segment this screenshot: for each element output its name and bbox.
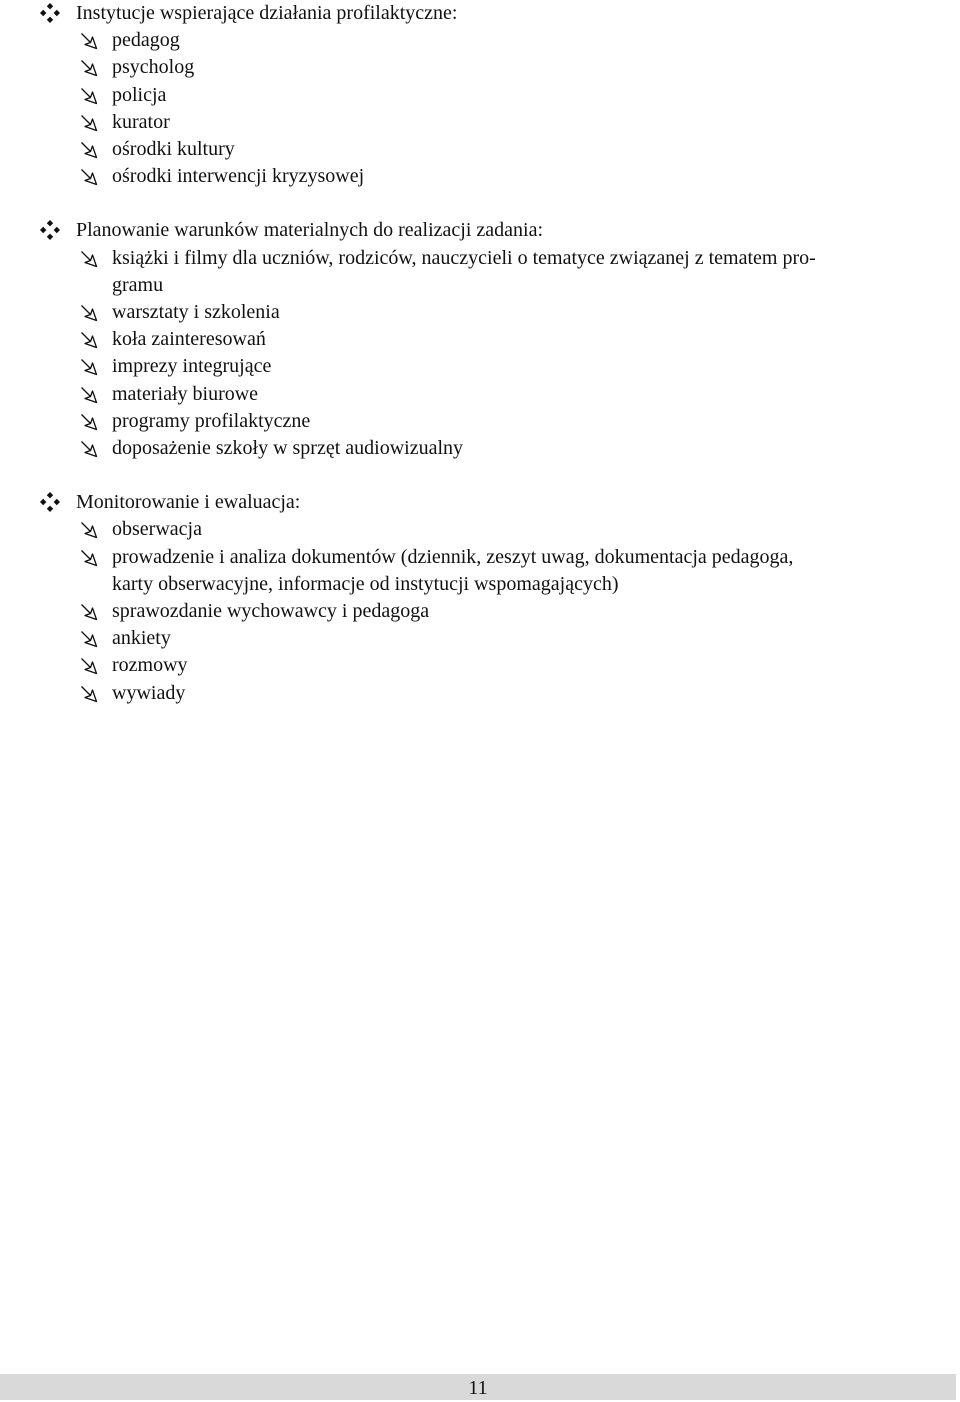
list-item-text: sprawozdanie wychowawcy i pedagoga	[112, 600, 430, 623]
list-item-text: ośrodki interwencji kryzysowej	[112, 165, 365, 188]
hollow-arrow-bullet-icon	[80, 385, 98, 403]
section-heading	[40, 0, 940, 27]
hollow-arrow-bullet-icon	[80, 303, 98, 321]
list-item	[40, 245, 940, 299]
hollow-arrow-bullet-icon	[80, 520, 98, 538]
list-item	[40, 27, 940, 54]
hollow-arrow-bullet-icon	[80, 439, 98, 457]
four-diamond-bullet-icon	[40, 492, 60, 512]
list-item-text: pedagog	[112, 29, 180, 52]
list-item	[40, 299, 940, 326]
section-heading	[40, 489, 940, 516]
list-item	[40, 544, 940, 598]
section-1	[40, 0, 940, 190]
list-item	[40, 136, 940, 163]
section-heading	[40, 217, 940, 244]
four-diamond-bullet-icon	[40, 3, 60, 23]
list-item-text: rozmowy	[112, 654, 188, 677]
list-item	[40, 381, 940, 408]
section-3	[40, 489, 940, 707]
list-item-text: ośrodki kultury	[112, 138, 235, 161]
hollow-arrow-bullet-icon	[80, 167, 98, 185]
list-item	[40, 82, 940, 109]
list-item-text: programy profilaktyczne	[112, 409, 311, 432]
list-item	[40, 109, 940, 136]
four-diamond-bullet-icon	[40, 220, 60, 240]
list-item	[40, 598, 940, 625]
list-item-text: wywiady	[112, 681, 186, 704]
list-item-text: obserwacja	[112, 518, 202, 541]
hollow-arrow-bullet-icon	[80, 113, 98, 131]
hollow-arrow-bullet-icon	[80, 357, 98, 375]
list-item-text: prowadzenie i analiza dokumentów (dziennik, zeszyt uwag, dokumentacja pedagoga, karty obserwacyjne, informacje od instytucji wspomagających)	[112, 545, 794, 595]
list-item-text: materiały biurowe	[112, 382, 259, 405]
hollow-arrow-bullet-icon	[80, 140, 98, 158]
list-item	[40, 652, 940, 679]
hollow-arrow-bullet-icon	[80, 31, 98, 49]
list-item-text: książki i filmy dla uczniów, rodziców, nauczycieli o tematyce związanej z tematem pro- gramu	[112, 246, 816, 296]
list-item	[40, 54, 940, 81]
section-heading-text: Monitorowanie i ewaluacja:	[76, 491, 301, 514]
page-number: 11	[468, 1377, 488, 1399]
list-item-text: kurator	[112, 110, 170, 133]
hollow-arrow-bullet-icon	[80, 656, 98, 674]
list-item-text: warsztaty i szkolenia	[112, 301, 280, 324]
list-item-text: policja	[112, 83, 167, 106]
hollow-arrow-bullet-icon	[80, 602, 98, 620]
hollow-arrow-bullet-icon	[80, 86, 98, 104]
list-item-text: ankiety	[112, 627, 171, 650]
list-item	[40, 326, 940, 353]
section-heading-text: Planowanie warunków materialnych do realizacji zadania:	[76, 219, 544, 242]
list-item	[40, 163, 940, 190]
hollow-arrow-bullet-icon	[80, 330, 98, 348]
list-item	[40, 408, 940, 435]
list-item-text: psycholog	[112, 56, 195, 79]
hollow-arrow-bullet-icon	[80, 548, 98, 566]
list-item	[40, 680, 940, 707]
section-heading-text: Instytucje wspierające działania profilaktyczne:	[76, 2, 458, 24]
hollow-arrow-bullet-icon	[80, 629, 98, 647]
section-2	[40, 217, 940, 462]
hollow-arrow-bullet-icon	[80, 249, 98, 267]
list-item	[40, 353, 940, 380]
list-item	[40, 516, 940, 543]
hollow-arrow-bullet-icon	[80, 58, 98, 76]
document-body	[40, 0, 940, 734]
hollow-arrow-bullet-icon	[80, 684, 98, 702]
list-item-text: koła zainteresowań	[112, 328, 266, 351]
hollow-arrow-bullet-icon	[80, 412, 98, 430]
list-item	[40, 435, 940, 462]
list-item-text: imprezy integrujące	[112, 355, 272, 378]
list-item-text: doposażenie szkoły w sprzęt audiowizualny	[112, 437, 464, 460]
list-item	[40, 625, 940, 652]
